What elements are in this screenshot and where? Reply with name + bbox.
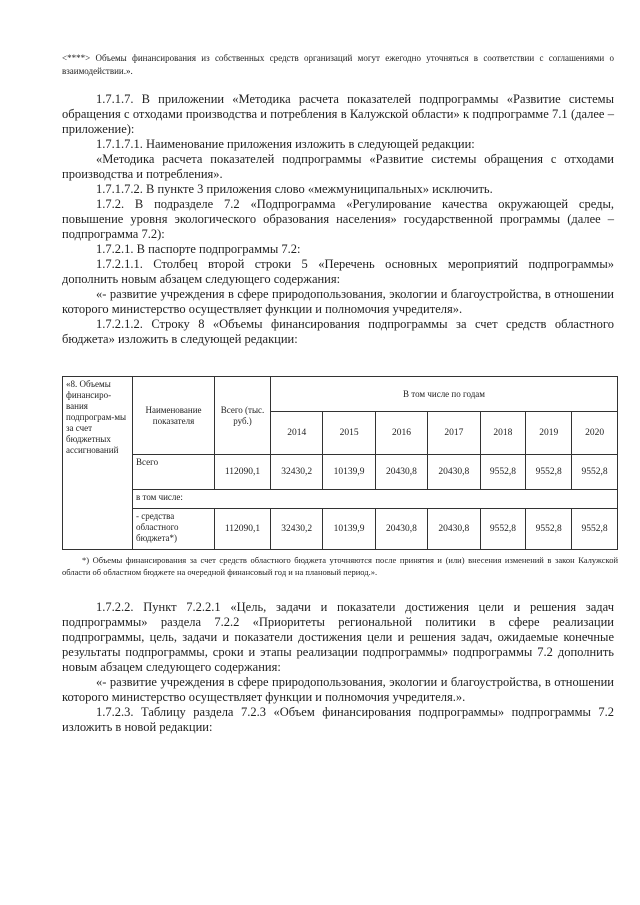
footnote-bottom: *) Объемы финансирования за счет средств областного бюджета уточняются после принятия и (или) внесения изменений в закон Калужской области об областном бюджете на очередной финансовый год и на плановый период.». [62, 555, 618, 577]
row-total: 112090,1 [215, 509, 271, 550]
paragraph: 1.7.2.2. Пункт 7.2.2.1 «Цель, задачи и показатели достижения цели и решения задач подпрограммы» раздела 7.2.2 «Приоритеты региональной политики в сфере реализации подпрограммы, цель, задачи и показатели достижения цели и решения задач, ожидаемые конечные результаты подпрограммы, сроки и этапы реализации подпрограммы» подпрограммы 7.2 дополнить новым абзацем следующего содержания: [62, 600, 614, 674]
paragraph: 1.7.2.1.2. Строку 8 «Объемы финансирования подпрограммы за счет средств областного бюджета» изложить в следующей редакции: [62, 317, 614, 346]
value-cell: 9552,8 [480, 455, 526, 490]
value-cell: 32430,2 [271, 509, 323, 550]
paragraph: 1.7.2. В подразделе 7.2 «Подпрограмма «Регулирование качества окружающей среды, повышение уровня экологического образования населения» государственной программы (далее – подпрограмма 7.2): [62, 197, 614, 241]
table-row [63, 509, 618, 550]
col-header-years: В том числе по годам [271, 377, 618, 412]
year-cell: 2017 [428, 412, 480, 455]
paragraph: 1.7.2.1.1. Столбец второй строки 5 «Перечень основных мероприятий подпрограммы» дополнить новым абзацем следующего содержания: [62, 257, 614, 286]
col-header-total: Всего (тыс. руб.) [215, 377, 271, 455]
table-header-row [63, 377, 618, 412]
value-cell: 9552,8 [480, 509, 526, 550]
paragraph: «- развитие учреждения в сфере природопользования, экологии и благоустройства, в отношении которого министерство осуществляет функции и полномочия учредителя.». [62, 675, 614, 704]
paragraph: 1.7.1.7.2. В пункте 3 приложения слово «межмуниципальных» исключить. [96, 182, 493, 196]
value-cell: 10139,9 [323, 509, 375, 550]
year-cell: 2014 [271, 412, 323, 455]
paragraph: 1.7.1.7. В приложении «Методика расчета показателей подпрограммы «Развитие системы обращения с отходами производства и потребления в Калужской области» к подпрограмме 7.1 (далее – приложение): [62, 92, 614, 136]
value-cell: 32430,2 [271, 455, 323, 490]
body-text-top [62, 92, 614, 347]
paragraph: 1.7.1.7.1. Наименование приложения изложить в следующей редакции: [96, 137, 475, 151]
value-cell: 9552,8 [572, 509, 618, 550]
value-cell: 9552,8 [526, 509, 572, 550]
table-row [63, 490, 618, 509]
body-text-bottom [62, 600, 614, 735]
footnote-top: <****> Объемы финансирования из собственных средств организаций могут ежегодно уточняться в соответствии с соглашениями о взаимодействии.». [62, 53, 614, 76]
year-cell: 2019 [526, 412, 572, 455]
paragraph: 1.7.2.1. В паспорте подпрограммы 7.2: [96, 242, 301, 256]
col-header-name: Наименование показателя [133, 377, 215, 455]
row-name: - средства областного бюджета*) [133, 509, 215, 550]
financing-table [62, 376, 618, 550]
value-cell: 20430,8 [375, 455, 427, 490]
year-cell: 2015 [323, 412, 375, 455]
value-cell: 20430,8 [428, 509, 480, 550]
value-cell: 9552,8 [526, 455, 572, 490]
year-cell: 2020 [572, 412, 618, 455]
paragraph: «Методика расчета показателей подпрограммы «Развитие системы обращения с отходами производства и потребления». [62, 152, 614, 181]
value-cell: 20430,8 [428, 455, 480, 490]
year-cell: 2018 [480, 412, 526, 455]
value-cell: 9552,8 [572, 455, 618, 490]
paragraph: 1.7.2.3. Таблицу раздела 7.2.3 «Объем финансирования подпрограммы» подпрограммы 7.2 изложить в новой редакции: [62, 705, 614, 734]
year-cell: 2016 [375, 412, 427, 455]
row-total: 112090,1 [215, 455, 271, 490]
row-label-cell: «8. Объемы финансиро-вания подпрограм-мы за счет бюджетных ассигнований [63, 377, 133, 550]
row-name: в том числе: [133, 490, 618, 509]
row-name: Всего [133, 455, 215, 490]
paragraph: «- развитие учреждения в сфере природопользования, экологии и благоустройства, в отношении которого министерство осуществляет функции и полномочия учредителя». [62, 287, 614, 316]
value-cell: 10139,9 [323, 455, 375, 490]
value-cell: 20430,8 [375, 509, 427, 550]
table-row [63, 455, 618, 490]
